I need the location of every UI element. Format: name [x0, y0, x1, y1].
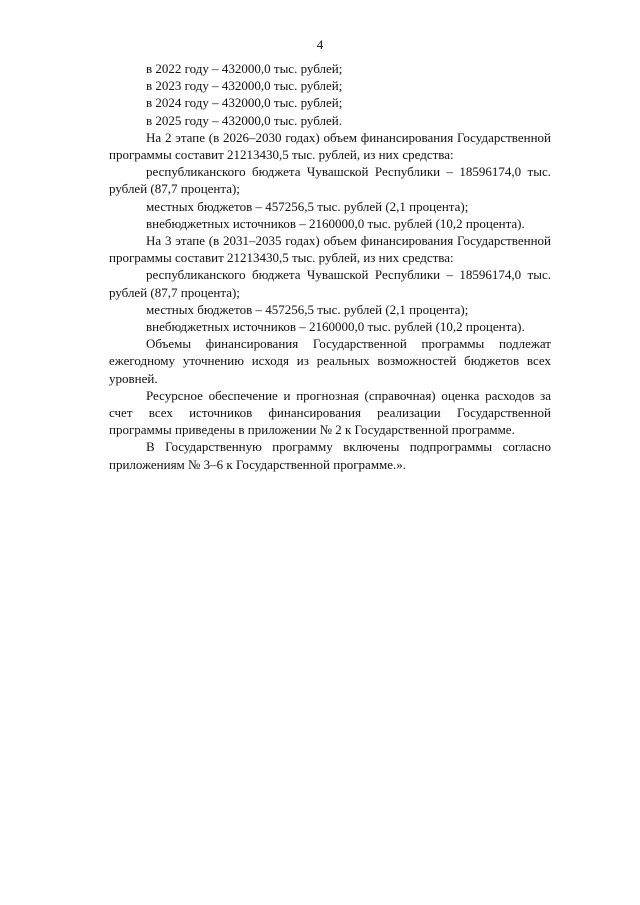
paragraph-2022-funding: в 2022 году – 432000,0 тыс. рублей; — [146, 61, 343, 76]
paragraph-stage-2-total: На 2 этапе (в 2026–2030 годах) объем финансирования Государственной программы составит 21213430,5 тыс. рублей, из них средства: — [109, 129, 551, 163]
paragraph-subprograms: В Государственную программу включены подпрограммы согласно приложениям № 3–6 к Государственной программе.». — [109, 439, 551, 472]
document-body — [109, 60, 551, 473]
paragraph-stage-3-extrabudgetary: внебюджетных источников – 2160000,0 тыс. рублей (10,2 процента). — [146, 319, 525, 335]
page-number: 4 — [316, 37, 324, 52]
paragraph-stage-3-republican-budget: республиканского бюджета Чувашской Республики – 18596174,0 тыс. рублей (87,7 процента); — [109, 267, 551, 300]
paragraph-2025-funding: в 2025 году – 432000,0 тыс. рублей. — [146, 112, 342, 128]
paragraph-resource-support: Ресурсное обеспечение и прогнозная (справочная) оценка расходов за счет всех источников финансирования реализации Государственной программы приведены в приложении № 2 к Государственной программе. — [109, 387, 551, 438]
paragraph-stage-2-republican-budget: республиканского бюджета Чувашской Республики – 18596174,0 тыс. рублей (87,7 процента); — [109, 164, 551, 197]
paragraph-2023-funding: в 2023 году – 432000,0 тыс. рублей; — [146, 78, 343, 94]
paragraph-stage-3-local-budgets: местных бюджетов – 457256,5 тыс. рублей (2,1 процента); — [146, 301, 469, 317]
paragraph-2024-funding: в 2024 году – 432000,0 тыс. рублей; — [146, 95, 343, 111]
paragraph-stage-2-local-budgets: местных бюджетов – 457256,5 тыс. рублей (2,1 процента); — [146, 198, 469, 214]
paragraph-stage-2-extrabudgetary: внебюджетных источников – 2160000,0 тыс. рублей (10,2 процента). — [146, 215, 525, 231]
paragraph-stage-3-total: На 3 этапе (в 2031–2035 годах) объем финансирования Государственной программы составит 21213430,5 тыс. рублей, из них средства: — [109, 233, 551, 266]
paragraph-annual-adjustment: Объемы финансирования Государственной программы подлежат ежегодному уточнению исходя из реальных возможностей бюджетов всех уровней. — [109, 336, 551, 386]
